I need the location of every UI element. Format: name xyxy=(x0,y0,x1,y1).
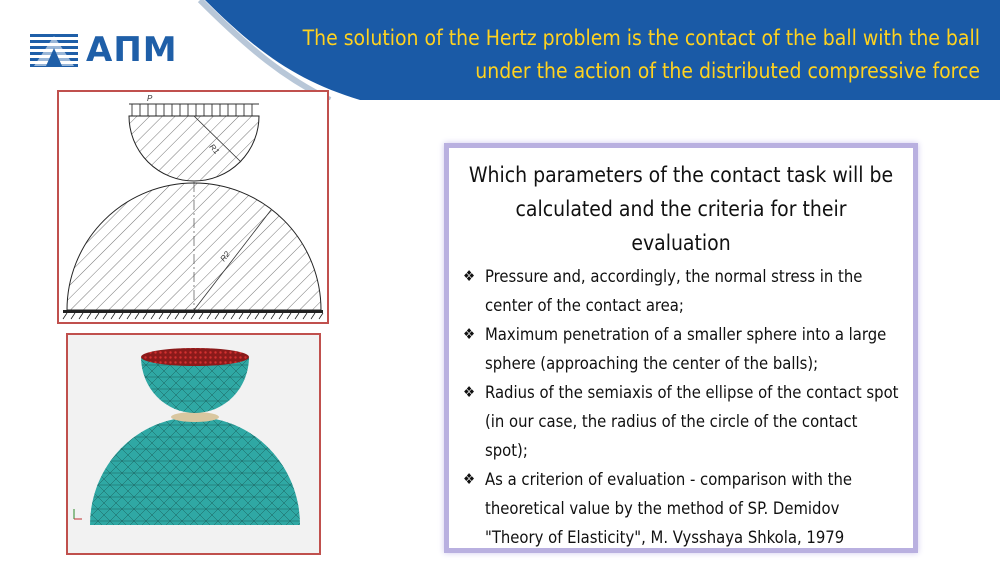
panel-heading: Which parameters of the contact task will be calculated and the criteria for their evaluation xyxy=(468,163,894,255)
criteria-list xyxy=(463,262,899,552)
mesh-model-render xyxy=(66,333,321,555)
apm-logo xyxy=(30,30,178,70)
list-item-text: As a criterion of evaluation - comparison with the theoretical value by the method of SP. Demidov "Theory of Elasticity", M. Vysshaya Shkola, 1979 xyxy=(485,470,853,547)
radius-small-label: R1 xyxy=(207,142,222,156)
list-item-text: Maximum penetration of a smaller sphere into a large sphere (approaching the center of the balls); xyxy=(485,325,887,373)
logo-text: АПМ xyxy=(86,30,178,70)
criteria-panel xyxy=(444,143,918,553)
hertz-schematic xyxy=(59,92,327,322)
schematic-drawing xyxy=(57,90,329,324)
list-item xyxy=(463,320,899,378)
diamond-bullet-icon: ❖ xyxy=(463,470,476,488)
load-label: P xyxy=(147,94,153,103)
list-item xyxy=(463,262,899,320)
diamond-bullet-icon: ❖ xyxy=(463,325,476,343)
diamond-bullet-icon: ❖ xyxy=(463,383,476,401)
list-item xyxy=(463,465,899,552)
diamond-bullet-icon: ❖ xyxy=(463,267,476,285)
mesh-model xyxy=(68,335,319,553)
radius-large-label: R2 xyxy=(218,249,232,264)
list-item-text: Pressure and, accordingly, the normal stress in the center of the contact area; xyxy=(485,267,863,315)
list-item xyxy=(463,378,899,465)
apm-logo-icon xyxy=(30,32,78,68)
slide-title: The solution of the Hertz problem is the contact of the ball with the ball under the action of the distributed compressive force xyxy=(302,26,980,83)
list-item-text: Radius of the semiaxis of the ellipse of the contact spot (in our case, the radius of the circle of the contact spot); xyxy=(485,383,899,460)
